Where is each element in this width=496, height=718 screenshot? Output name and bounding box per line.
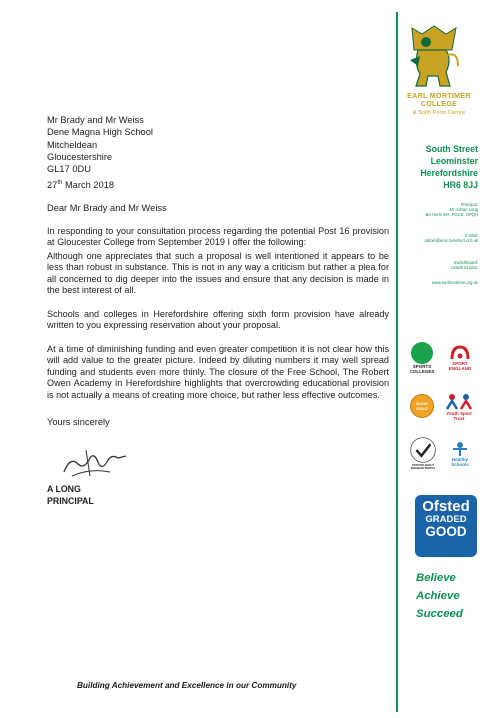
disabled-people-text: POSITIVE ABOUT DISABLED PEOPLE — [410, 464, 436, 470]
body-paragraph: In responding to your consultation process regarding the potential Post 16 provision at Gloucester College from September 2019 I offer the following: — [47, 226, 389, 248]
recipient-line: GL17 0DU — [47, 164, 91, 175]
principal-label: Principal: — [460, 202, 478, 207]
school-name — [404, 92, 474, 108]
closing: Yours sincerely — [47, 417, 110, 427]
sport-england-text-2: ENGLAND — [448, 366, 472, 371]
youth-figures-icon — [444, 393, 474, 411]
lion-crest-icon — [402, 20, 464, 90]
principal-contact — [400, 202, 478, 218]
address-line: HR6 8JJ — [443, 180, 478, 190]
healthy-figure-icon — [451, 441, 469, 457]
motto-line: Believe — [416, 572, 456, 584]
sidebar-divider — [396, 12, 398, 712]
switchboard-label: Switchboard: — [453, 260, 478, 265]
body-paragraph: Schools and colleges in Herefordshire offering sixth form provision have already written to you expressing reservation about your proposal. — [47, 309, 389, 331]
principal-name: Mr Adrian Long — [449, 207, 478, 213]
date-day: 27 — [47, 180, 58, 191]
motto-line: Achieve — [416, 589, 460, 602]
school-address — [410, 143, 478, 191]
sports-colleges-text: SPORTS COLLEGES — [409, 364, 435, 374]
body-paragraph: At a time of diminishing funding and even greater competition it is not clear how this will add value to the greater picture. Indeed by diluting numbers it may well spread funding and students even more thinly. The closure of the Free School, The Robert Owen Academy in Herefordshire highlights that overcrowding educational provision is not actually a means of creating more choice, but rather less effective outcomes. — [47, 344, 389, 400]
youth-sport-logo — [443, 392, 475, 422]
youth-sport-text: Youth Sport Trust — [446, 411, 472, 421]
ofsted-graded: GRADED — [425, 514, 467, 525]
sport-england-text-1: SPORT — [452, 361, 468, 366]
signatory-name: A LONG — [47, 484, 81, 494]
switchboard-contact — [400, 260, 478, 270]
bags-gold-logo — [410, 393, 434, 419]
email-label: E-Mail: — [464, 233, 478, 238]
date-suffix: th — [57, 180, 63, 186]
sixth-form-label: & Sixth Form Centre — [412, 110, 466, 116]
address-line: Leominster — [430, 156, 478, 166]
email-contact — [400, 233, 478, 243]
signatory-title: PRINCIPAL — [47, 495, 94, 506]
website-link[interactable]: www.earlmortimer.org.uk — [431, 280, 478, 285]
date-rest: March 2018 — [62, 180, 115, 191]
bags-gold-text: BAGS GOLD — [410, 394, 434, 418]
motto-line: Succeed — [416, 607, 463, 620]
body-paragraph: Although one appreciates that such a proposal is well intentioned it appears to be less than robust in substance. This is not in any way a criticism but rather a plea for all concerned to dig deeper into the issues and ensure that any decision is made in the best interest of all. — [47, 251, 389, 296]
sports-colleges-logo — [409, 341, 435, 375]
recipient-line: Dene Magna High School — [47, 127, 153, 138]
recipient-address — [47, 114, 153, 175]
school-name-line1: EARL MORTIMER — [407, 92, 471, 100]
tick-badge-icon — [406, 436, 440, 464]
school-motto — [416, 570, 463, 623]
email-link[interactable]: admin@emc.hereford.sch.uk — [424, 238, 478, 244]
footer-tagline: Building Achievement and Excellence in our Community — [77, 681, 297, 690]
address-line: Herefordshire — [420, 168, 478, 178]
principal-quals: BA Hons MA, PGCE, NPQH — [425, 212, 478, 218]
sports-ball-icon — [411, 342, 433, 364]
switchboard-number: 01568 613221 — [451, 265, 478, 271]
school-name-line2: COLLEGE — [420, 100, 458, 108]
ofsted-title: Ofsted — [422, 498, 470, 515]
ofsted-good: GOOD — [425, 524, 467, 539]
disabled-people-logo — [406, 436, 440, 470]
address-line: South Street — [425, 144, 478, 154]
salutation: Dear Mr Brady and Mr Weiss — [47, 203, 167, 213]
signature-image — [60, 442, 130, 482]
recipient-line: Mr Brady and Mr Weiss — [47, 115, 144, 125]
healthy-schools-text: Healthy Schools — [451, 457, 469, 467]
sport-england-icon — [450, 345, 470, 361]
sport-england-logo — [444, 341, 476, 375]
recipient-line: Gloucestershire — [47, 151, 113, 162]
healthy-schools-logo — [446, 440, 474, 468]
signatory — [47, 484, 94, 507]
letter-date — [47, 180, 114, 190]
recipient-line: Mitcheldean — [47, 139, 98, 150]
ofsted-good-badge — [415, 495, 477, 557]
